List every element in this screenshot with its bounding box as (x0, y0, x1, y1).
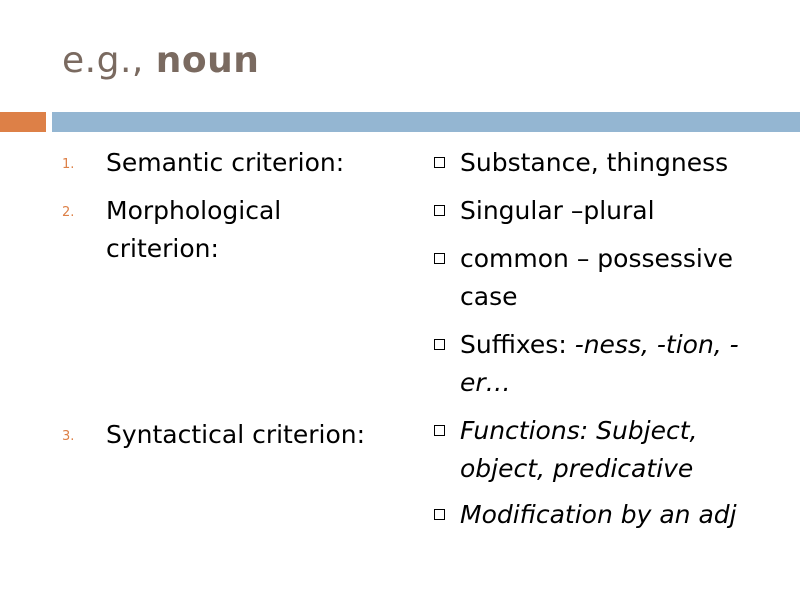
accent-bar (0, 112, 46, 132)
square-bullet-icon (434, 157, 445, 168)
list-number: 2. (62, 205, 75, 220)
title-bold: noun (155, 40, 260, 81)
feature-text (460, 326, 760, 402)
list-number: 3. (62, 429, 75, 444)
list-number: 1. (62, 157, 75, 172)
feature-text: Singular –plural (460, 196, 655, 225)
feature-text: Functions: Subject, object, predicative (460, 416, 698, 483)
square-bullet-icon (434, 205, 445, 216)
square-bullet-icon (434, 253, 445, 264)
feature-text: common – possessive case (460, 244, 734, 311)
square-bullet-icon (434, 339, 445, 350)
slide-title (62, 40, 259, 81)
feature-text: Substance, thingness (460, 148, 729, 177)
square-bullet-icon (434, 425, 445, 436)
criterion-label: Syntactical criterion: (106, 420, 366, 449)
title-prefix: e.g., (62, 40, 144, 81)
feature-text: Modification by an adj (460, 500, 737, 529)
feature-italic: -ness, -tion, -er… (460, 330, 739, 397)
criterion-label: Semantic criterion: (106, 148, 345, 177)
square-bullet-icon (434, 509, 445, 520)
title-divider-bar (52, 112, 800, 132)
feature-prefix: Suffixes: (460, 330, 575, 359)
criterion-label: Morphological criterion: (106, 196, 282, 263)
